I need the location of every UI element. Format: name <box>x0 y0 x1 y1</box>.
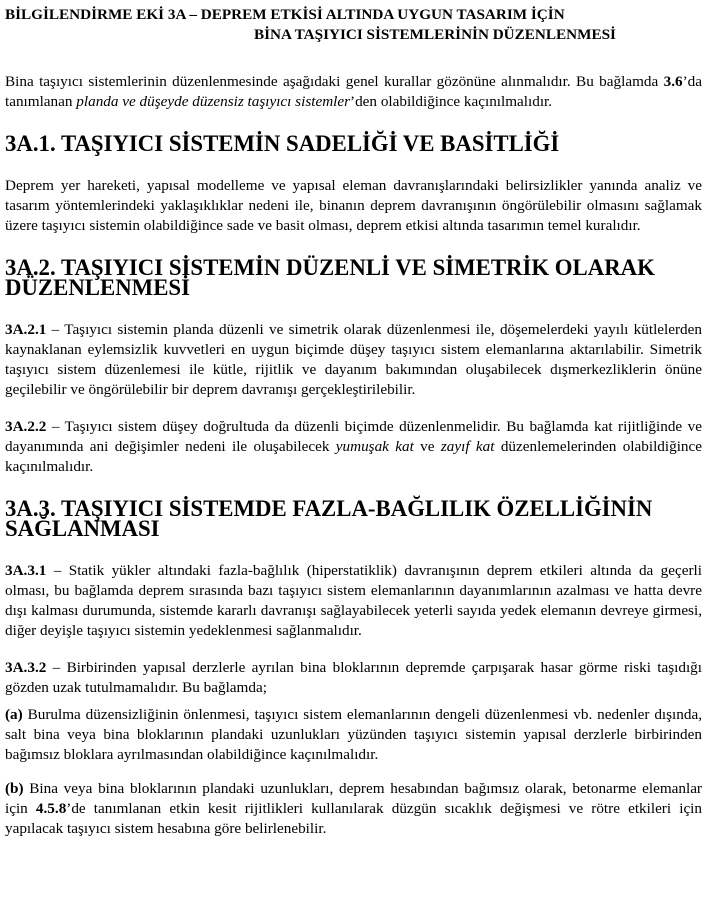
emphasis-text: planda ve düşeyde düzensiz taşıyıcı sistemler <box>76 93 351 110</box>
section-heading-3a1: 3A.1. TAŞIYICI SİSTEMİN SADELİĞİ VE BASİTLİĞİ <box>5 131 560 156</box>
list-item-text: Burulma düzensizliğinin önlenmesi, taşıyıcı sistem elemanlarının dengeli düzenlenmesi vb. nedenler dışında, salt bina veya bina bloklarının plandaki uzunlukları yüzünden taşıyıcı sistemin yapısal derzlerle birbirinden bağımsız bloklara ayrılmasından olabildiğince kaçınılmalıdır. <box>5 706 702 763</box>
section-heading-3a2: 3A.2. TAŞIYICI SİSTEMİN DÜZENLİ VE SİMETRİK OLARAK DÜZENLENMESİ <box>5 255 655 300</box>
title-line-2: BİNA TAŞIYICI SİSTEMLERİNİN DÜZENLENMESİ <box>254 26 616 43</box>
intro-text: ’den olabildiğince kaçınılmalıdır. <box>350 93 553 110</box>
paragraph-3a32 <box>5 658 702 698</box>
document-page <box>5 5 702 839</box>
section-heading-3a3: 3A.3. TAŞIYICI SİSTEMDE FAZLA-BAĞLILIK ÖZELLİĞİNİN SAĞLANMASI <box>5 496 653 541</box>
paragraph-text: ve <box>413 438 441 455</box>
list-item-label: (a) <box>5 706 23 723</box>
paragraph-text: – Statik yükler altındaki fazla-bağlılık (hiperstatiklik) davranışının deprem etkileri altında da geçerli olması, bu bağlamda deprem sırasında bazı taşıyıcı sistem elemanlarının dayanımlarının azalması ve hatta devre dışı kalması durumunda, sistemde kararlı davranışı sağlayabilecek yeterli sayıda yedek elemanın devreye girmesi, diğer deyişle taşıyıcı sistemin yedeklenmesi sağlanmalıdır. <box>5 562 702 639</box>
paragraph-number: 3A.2.2 <box>5 418 47 435</box>
intro-text: ’da tanımlanan <box>5 73 702 110</box>
paragraph-text: – Birbirinden yapısal derzlerle ayrılan bina bloklarının depremde çarpışarak hasar görme riski taşıdığı gözden uzak tutulmamalıdır. Bu bağlamda; <box>5 659 702 696</box>
emphasis-text: yumuşak kat <box>335 438 414 455</box>
paragraph-number: 3A.3.1 <box>5 562 47 579</box>
paragraph-text: – Taşıyıcı sistem düşey doğrultuda da düzenli biçimde düzenlenmelidir. Bu bağlamda kat rijitliğinde ve dayanımında ani değişimler nedeni ile oluşabilecek <box>5 418 702 455</box>
list-item-b <box>5 779 702 839</box>
document-title <box>5 5 702 45</box>
paragraph-text: düzenlemelerinden olabildiğince kaçınılmalıdır. <box>5 438 702 475</box>
section-3a1-paragraph: Deprem yer hareketi, yapısal modelleme ve yapısal eleman davranışlarındaki belirsizlikler yanında analiz ve tasarım yöntemlerindeki yaklaşıklıklar nedeni ile, binanın deprem davranışının öngörülebilir olmasını sağlamak üzere taşıyıcı sistemin olabildiğince sade ve basit olması, deprem etkisi altında tasarımın temel kuralıdır. <box>5 177 702 234</box>
paragraph-3a31 <box>5 561 702 641</box>
paragraph-number: 3A.3.2 <box>5 659 47 676</box>
list-item-label: (b) <box>5 780 24 797</box>
paragraph-3a21 <box>5 320 702 400</box>
list-item-a <box>5 705 702 765</box>
paragraph-text: – Taşıyıcı sistemin planda düzenli ve simetrik olarak düzenlenmesi ile, döşemelerdeki yayılı kütlelerden kaynaklanan eylemsizlik kuvvetleri en uygun biçimde düşey taşıyıcı sistem elemanlarına aktarılabilir. Simetrik taşıyıcı sistem düzenlemesi ile kütle, rijitlik ve dayanım bakımından oluşabilecek dışmerkezliklerin önüne geçilebilir ve öngörülebilir bir deprem davranışı gerçekleştirilebilir. <box>5 321 702 398</box>
section-reference: 3.6 <box>663 73 683 90</box>
section-reference: 4.5.8 <box>35 800 67 817</box>
list-item-text: ’de tanımlanan etkin kesit rijitlikleri kullanılarak düzgün sıcaklık değişmesi ve rötre etkileri için yapılacak taşıyıcı sistem hesabına göre belirlenebilir. <box>5 800 702 837</box>
intro-paragraph <box>5 72 702 112</box>
intro-text: Bina taşıyıcı sistemlerinin düzenlenmesinde aşağıdaki genel kurallar gözönüne alınmalıdır. Bu bağlamda <box>5 73 664 90</box>
paragraph-3a22 <box>5 417 702 477</box>
title-line-1: BİLGİLENDİRME EKİ 3A – DEPREM ETKİSİ ALTINDA UYGUN TASARIM İÇİN <box>5 6 565 23</box>
list-item-text: Bina veya bina bloklarının plandaki uzunlukları, deprem hesabından bağımsız olarak, betonarme elemanlar için <box>5 780 702 817</box>
emphasis-text: zayıf kat <box>440 438 495 455</box>
paragraph-number: 3A.2.1 <box>5 321 47 338</box>
